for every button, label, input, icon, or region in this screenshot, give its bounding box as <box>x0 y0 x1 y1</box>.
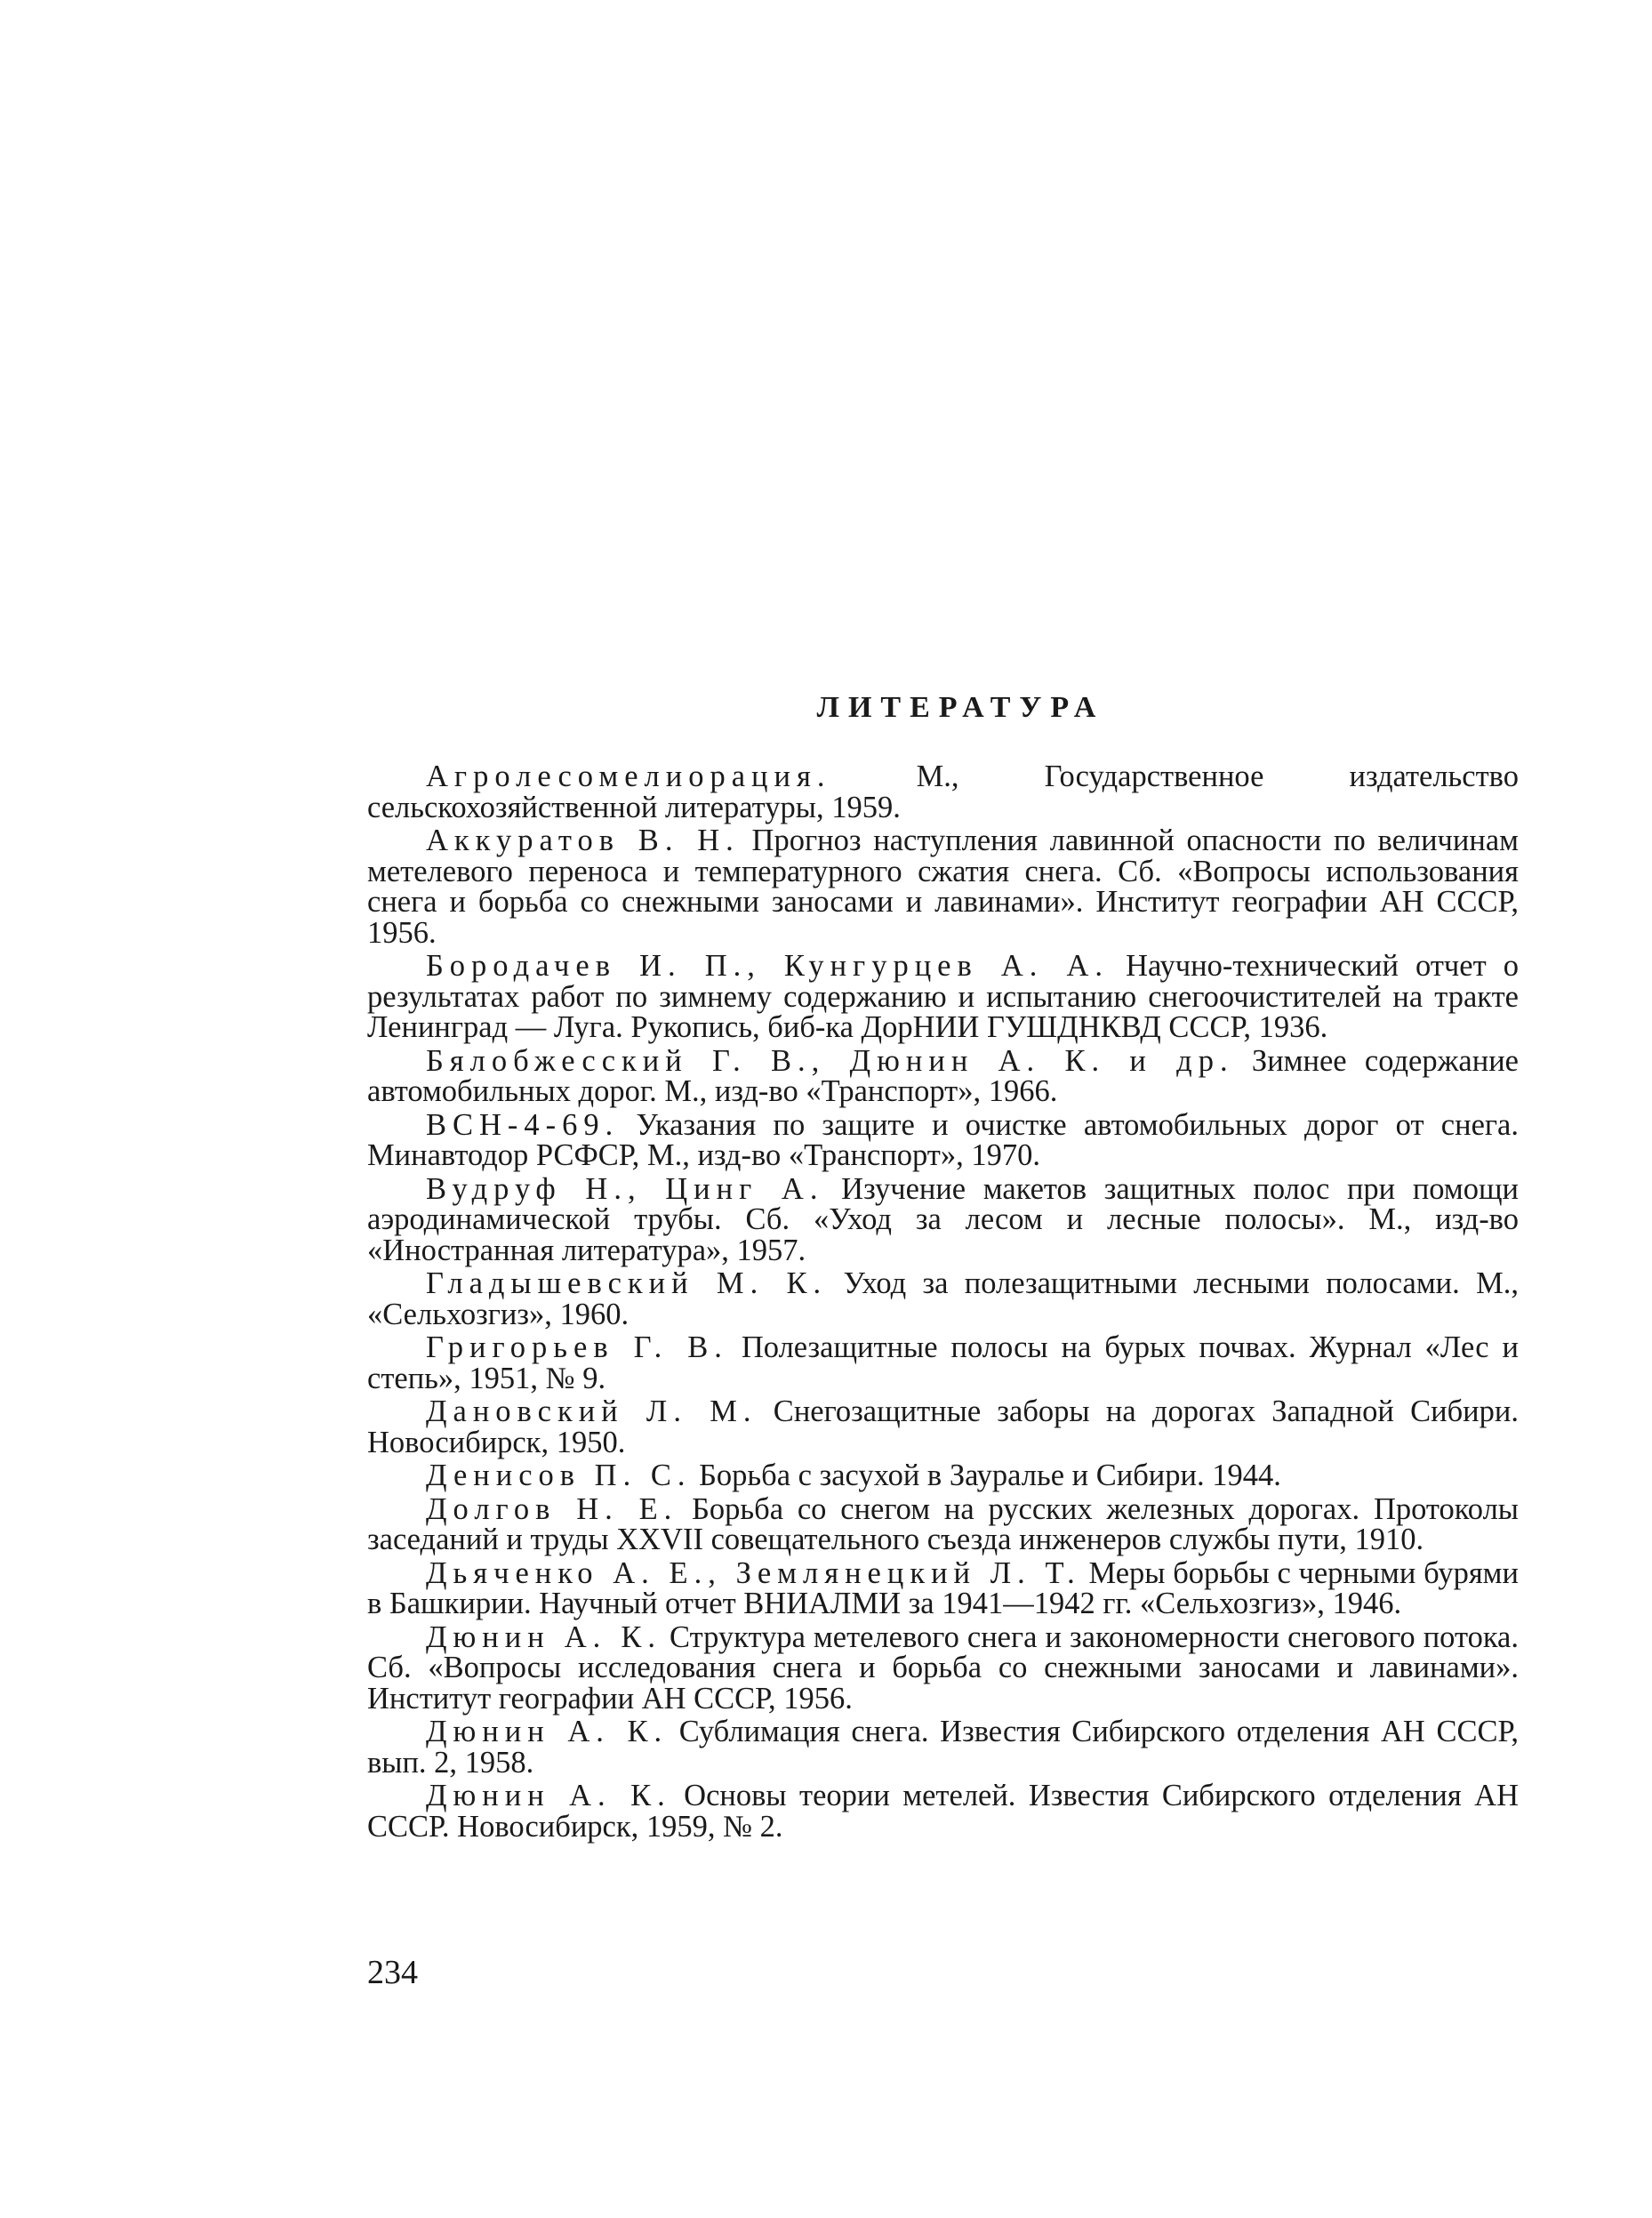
reference-entry <box>367 1171 1519 1267</box>
reference-entry <box>367 1555 1519 1620</box>
reference-author: Вудруф Н., Цинг А. <box>426 1171 824 1206</box>
reference-entry <box>367 1043 1519 1108</box>
reference-text: Основы теории метелей. Известия Сибирского отделения АН СССР. Новосибирск, 1959, № 2. <box>367 1779 1519 1844</box>
reference-text: Снегозащитные заборы на дорогах Западной Сибири. Новосибирск, 1950. <box>367 1394 1519 1459</box>
reference-text: Научно-технический отчет о результатах работ по зимнему содержанию и испытанию снегоочистителей на тракте Ленинград — Луга. Рукопись, биб-ка ДорНИИ ГУШДНКВД СССР, 1936. <box>367 949 1519 1044</box>
reference-list <box>367 761 1519 1842</box>
reference-author: Дьяченко А. Е., Землянецкий Л. Т. <box>426 1555 1081 1590</box>
reference-entry <box>367 1491 1519 1556</box>
reference-entry <box>367 1332 1519 1394</box>
reference-text: Борьба со снегом на русских железных дорогах. Протоколы заседаний и труды XXVII совещательного съезда инженеров службы пути, 1910. <box>367 1491 1519 1556</box>
reference-entry <box>367 1619 1519 1716</box>
reference-author: Денисов П. С. <box>426 1459 692 1492</box>
reference-text: М., Государственное издательство сельскохозяйственной литературы, 1959. <box>367 759 1519 824</box>
reference-author: Агролесомелиорация. <box>426 759 831 793</box>
reference-entry <box>367 1107 1519 1172</box>
reference-entry <box>367 825 1519 948</box>
reference-author: ВСН-4-69. <box>426 1107 620 1142</box>
reference-author: Бялобжесский Г. В., Дюнин А. К. и др. <box>426 1043 1234 1078</box>
reference-author: Григорьев Г. В. <box>426 1330 728 1364</box>
reference-entry <box>367 761 1519 823</box>
reference-entry <box>367 1268 1519 1330</box>
reference-author: Долгов Н. Е. <box>426 1491 678 1526</box>
reference-author: Дановский Л. М. <box>426 1394 758 1428</box>
reference-author: Дюнин А. К. <box>426 1779 671 1812</box>
section-title: ЛИТЕРАТУРА <box>816 691 1105 724</box>
reference-text: Меры борьбы с черными бурями в Башкирии. Научный отчет ВНИАЛМИ за 1941—1942 гг. «Сельхозгиз», 1946. <box>367 1555 1519 1620</box>
bibliography-section <box>367 690 1519 1844</box>
reference-author: Аккуратов В. Н. <box>426 824 740 857</box>
reference-author: Бородачев И. П., Кунгурцев А. А. <box>426 949 1109 983</box>
reference-text: Структура метелевого снега и закономерности снегового потока. Сб. «Вопросы исследования снега и борьба со снежными заносами и лавинами». Институт географии АН СССР, 1956. <box>367 1619 1519 1716</box>
reference-author: Гладышевский М. К. <box>426 1266 828 1300</box>
reference-text: Борьба с засухой в Зауралье и Сибири. 1944. <box>691 1459 1281 1492</box>
reference-author: Дюнин А. К. <box>426 1715 669 1748</box>
reference-entry <box>367 1716 1519 1778</box>
reference-text: Уход за полезащитными лесными полосами. М., «Сельхозгиз», 1960. <box>367 1266 1519 1331</box>
reference-entry <box>367 1780 1519 1842</box>
reference-entry <box>367 1460 1519 1491</box>
reference-text: Прогноз наступления лавинной опасности по величинам метелевого переноса и температурного сжатия снега. Сб. «Вопросы использования снега и борьба со снежными заносами и лавинами». Институт географии АН СССР, 1956. <box>367 824 1519 950</box>
page-number: 234 <box>367 1954 418 1991</box>
reference-author: Дюнин А. К. <box>426 1619 662 1654</box>
reference-text: Полезащитные полосы на бурых почвах. Журнал «Лес и степь», 1951, № 9. <box>367 1330 1519 1395</box>
reference-text: Зимнее содержание автомобильных дорог. М., изд-во «Транспорт», 1966. <box>367 1043 1519 1108</box>
reference-text: Указания по защите и очистке автомобильных дорог от снега. Минавтодор РСФСР, М., изд-во «Транспорт», 1970. <box>367 1107 1519 1172</box>
reference-entry <box>367 1396 1519 1458</box>
reference-text: Сублимация снега. Известия Сибирского отделения АН СССР, вып. 2, 1958. <box>367 1715 1519 1780</box>
reference-text: Изучение макетов защитных полос при помощи аэродинамической трубы. Сб. «Уход за лесом и лесные полосы». М., изд-во «Иностранная литература», 1957. <box>367 1171 1519 1267</box>
reference-entry <box>367 951 1519 1043</box>
